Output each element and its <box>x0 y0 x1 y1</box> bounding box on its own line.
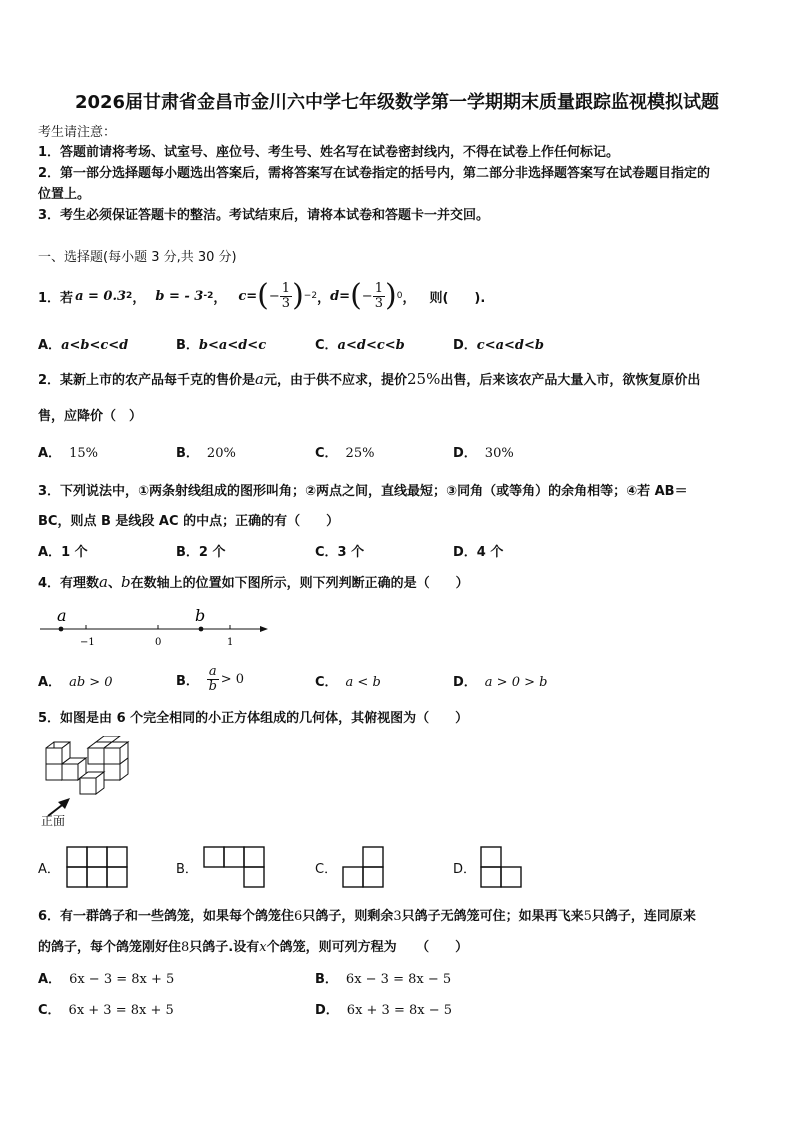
q1-tail: 则( ). <box>429 290 486 306</box>
q1-d-minus: − <box>361 288 373 304</box>
notice-item-3: 3．考生必须保证答题卡的整洁。考试结束后，请将本试卷和答题卡一并交回。 <box>38 208 490 223</box>
q5-option-a-label: A． <box>38 862 60 877</box>
q1-option-d: D．c<a<d<b <box>453 338 544 353</box>
q3-option-a: A．1 个 <box>38 545 88 560</box>
number-line-arrow-icon <box>260 626 268 632</box>
q2-option-b: B． 20% <box>176 446 236 461</box>
notice-item-2-cont: 位置上。 <box>38 187 91 202</box>
q6-option-c: C． 6x + 3 = 8x + 5 <box>38 1003 174 1018</box>
question-1: 1． 若 a = 0.3 2 ， b = - 3 -2 ， c= ( − $\frac{1}{3}$ ) −2 ， d= ( − $\frac{1}{3}$ ) 0 ， 则( ). <box>38 278 486 313</box>
q6-option-d: D． 6x + 3 = 8x − 5 <box>315 1003 453 1018</box>
notice-item-1: 1．答题前请将考场、试室号、座位号、考生号、姓名写在试卷密封线内，不得在试卷上作任何标记。 <box>38 145 620 160</box>
q5-option-d-label: D． <box>453 862 477 877</box>
q1-d-label: d= <box>330 288 351 304</box>
q2-option-d: D． 30% <box>453 446 514 461</box>
q3-option-d: D．4 个 <box>453 545 504 560</box>
tick-label-minus-1: −1 <box>80 637 95 648</box>
q5-option-b-grid <box>203 846 265 888</box>
q5-option-c-grid <box>342 846 384 888</box>
q2-option-c: C． 25% <box>315 446 375 461</box>
question-3-line-2: BC，则点 B 是线段 AC 的中点；正确的有（ ） <box>38 514 340 529</box>
q3-option-b: B．2 个 <box>176 545 226 560</box>
q4-option-d: D． a > 0 > b <box>453 675 548 690</box>
tick-label-1: 1 <box>227 637 234 648</box>
question-3-line-1: 3．下列说法中，①两条射线组成的图形叫角；②两点之间，直线最短；③同角（或等角）的余角相等；④若 AB＝ <box>38 484 688 499</box>
q4-option-b: B． $\frac{a}{b}$ > 0 <box>176 663 244 694</box>
notice-heading: 考生请注意： <box>38 125 117 140</box>
q1-c-minus: − <box>268 288 280 304</box>
question-2-line-1: 2．某新上市的农产品每千克的售价是a元，由于供不应求，提价25%出售，后来该农产品大量入市，欲恢复原价出 <box>38 370 701 388</box>
q1-d-exp: 0 <box>396 291 403 301</box>
q1-c-label: c= <box>238 288 258 304</box>
q2-option-a: A． 15% <box>38 446 98 461</box>
q1-b-def: b = - 3 <box>155 288 204 304</box>
q5-option-d-grid <box>480 846 522 888</box>
q5-option-c-label: C． <box>315 862 338 877</box>
section-heading: 一、选择题(每小题 3 分,共 30 分) <box>38 250 237 265</box>
q4-option-a: A． ab > 0 <box>38 675 113 690</box>
question-6-line-2: 的鸽子，每个鸽笼刚好住8只鸽子.设有x个鸽笼，则可列方程为 （ ） <box>38 940 469 955</box>
question-6-line-1: 6．有一群鸽子和一些鸽笼，如果每个鸽笼住6只鸽子，则剩余3只鸽子无鸽笼可住；如果再飞来5只鸽子，连同原来 <box>38 909 696 924</box>
q1-option-b: B．b<a<d<c <box>176 338 267 353</box>
label-a: a <box>57 606 67 625</box>
label-b: b <box>195 606 206 625</box>
question-2-line-2: 售，应降价（ ） <box>38 409 143 424</box>
question-5-line: 5．如图是由 6 个完全相同的小正方体组成的几何体，其俯视图为（ ） <box>38 711 469 726</box>
number-line-figure <box>36 603 276 649</box>
q1-c-fraction: $\frac{1}{3}$ <box>281 280 291 311</box>
notice-item-2: 2．第一部分选择题每小题选出答案后，需将答案写在试卷指定的括号内，第二部分非选择题答案写在试卷题目指定的 <box>38 166 711 181</box>
q3-option-c: C．3 个 <box>315 545 365 560</box>
q4-option-c: C． a < b <box>315 675 381 690</box>
point-b <box>199 627 204 632</box>
q5-option-a-grid <box>66 846 128 888</box>
front-label: 正面 <box>41 814 66 828</box>
q1-option-c: C．a<d<c<b <box>315 338 405 353</box>
q1-a-exp: 2 <box>126 291 133 301</box>
q1-pre: 若 <box>60 290 74 306</box>
question-4-line: 4．有理数a、b在数轴上的位置如下图所示，则下列判断正确的是（ ） <box>38 573 469 591</box>
q6-option-a: A． 6x − 3 = 8x + 5 <box>38 972 175 987</box>
q1-d-fraction: $\frac{1}{3}$ <box>374 280 383 311</box>
q1-c-exp: −2 <box>303 291 318 301</box>
q1-option-a: A．a<b<c<d <box>38 338 129 353</box>
q1-a-def: a = 0.3 <box>75 288 127 304</box>
q6-option-b: B． 6x − 3 = 8x − 5 <box>315 972 452 987</box>
q1-number: 1． <box>38 290 61 306</box>
q5-option-b-label: B． <box>176 862 198 877</box>
point-a <box>59 627 64 632</box>
tick-label-0: 0 <box>155 637 162 648</box>
page-title: 2026届甘肃省金昌市金川六中学七年级数学第一学期期末质量跟踪监视模拟试题 <box>74 92 720 113</box>
q1-b-exp: -2 <box>203 291 214 301</box>
